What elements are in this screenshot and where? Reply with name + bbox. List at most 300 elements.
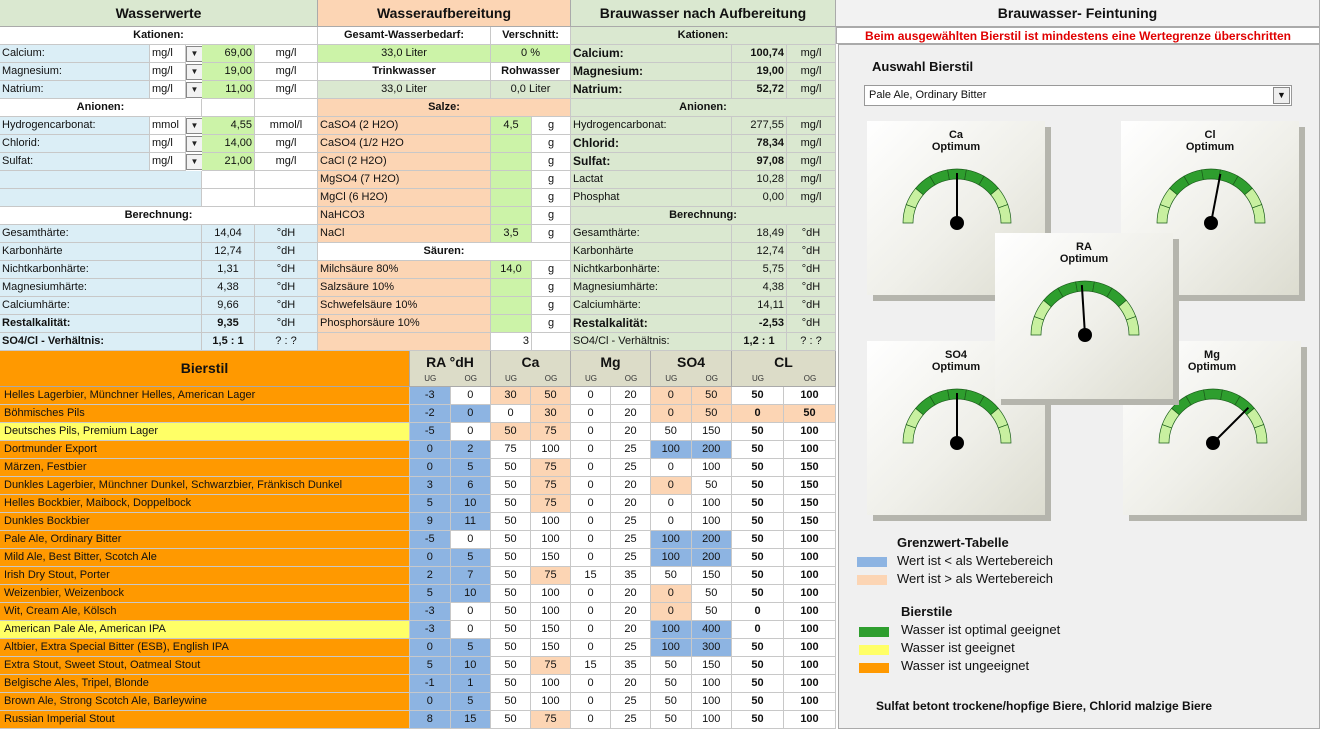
gauge-needle xyxy=(1213,408,1248,443)
r-restalk-value: -2,53 xyxy=(732,315,787,333)
bierstil-row[interactable] xyxy=(0,711,836,729)
ug-value: 75 xyxy=(491,441,531,459)
cation-unit: mg/l xyxy=(255,63,318,81)
og-value: 5 xyxy=(451,549,492,567)
ug-value: -2 xyxy=(410,405,451,423)
og-value: 1 xyxy=(451,675,492,693)
og-value: 30 xyxy=(531,405,571,423)
r-anion-name: Sulfat: xyxy=(571,153,732,171)
bierstil-row[interactable] xyxy=(0,405,836,423)
feintuning-panel xyxy=(838,44,1320,729)
og-label: OG xyxy=(624,374,638,383)
gauge-hub xyxy=(950,436,964,450)
gauge-title: RA xyxy=(1076,241,1092,253)
gauge-segment xyxy=(1076,281,1095,292)
salt-unit: g xyxy=(532,225,571,243)
r-anion-unit: mg/l xyxy=(787,189,836,207)
acid-unit: g xyxy=(532,279,571,297)
salt-unit: g xyxy=(532,171,571,189)
ug-value: 50 xyxy=(732,495,784,513)
og-value: 300 xyxy=(692,639,733,657)
anion-name: Hydrogencarbonat: xyxy=(0,117,150,135)
anion-unit: mmol/l xyxy=(255,117,318,135)
acid-value[interactable] xyxy=(491,279,532,297)
ug-value: 50 xyxy=(651,693,692,711)
r-anion-name: Phosphat xyxy=(571,189,732,207)
bierstil-row[interactable] xyxy=(0,423,836,441)
ug-value: 5 xyxy=(410,585,451,603)
ug-value: 0 xyxy=(571,675,611,693)
salt-value[interactable] xyxy=(491,189,532,207)
bierstil-row[interactable] xyxy=(0,639,836,657)
col-title: RA °dH xyxy=(426,354,474,370)
og-value: 100 xyxy=(784,657,836,675)
og-value: 200 xyxy=(692,441,733,459)
ug-value: 50 xyxy=(491,711,531,729)
og-label: OG xyxy=(544,374,558,383)
chevron-down-icon[interactable]: ▼ xyxy=(186,46,203,62)
bierstil-name: Weizenbier, Weizenbock xyxy=(0,585,410,603)
og-value: 50 xyxy=(692,585,733,603)
cation-value[interactable]: 11,00 xyxy=(202,81,255,99)
salt-name: CaCl (2 H2O) xyxy=(318,153,491,171)
legend-higher: Wert ist > als Wertebereich xyxy=(897,571,1053,586)
gauge-dial xyxy=(1141,161,1281,241)
r-calc-unit: °dH xyxy=(787,279,836,297)
ug-value: 50 xyxy=(491,603,531,621)
ug-value: 50 xyxy=(732,441,784,459)
bierstil-row[interactable] xyxy=(0,387,836,405)
col-header-1 xyxy=(491,351,571,387)
header-wasserwerte: Wasserwerte xyxy=(0,0,318,27)
bierstil-row[interactable] xyxy=(0,441,836,459)
ug-value: 0 xyxy=(651,459,692,477)
og-value: 20 xyxy=(611,603,651,621)
gauge-status: Optimum xyxy=(1187,361,1237,373)
og-value: 50 xyxy=(784,405,836,423)
acid-value[interactable]: 14,0 xyxy=(491,261,532,279)
ug-label: UG xyxy=(665,374,678,383)
bierstil-row[interactable] xyxy=(0,675,836,693)
r-anion-value: 0,00 xyxy=(732,189,787,207)
og-value: 100 xyxy=(531,513,571,531)
footer-note: Sulfat betont trockene/hopfige Biere, Chlorid malzige Biere xyxy=(876,699,1213,713)
og-value: 100 xyxy=(784,531,836,549)
cell xyxy=(0,189,202,207)
ug-value: 0 xyxy=(491,405,531,423)
ug-value: 5 xyxy=(410,495,451,513)
bierstil-name: Belgische Ales, Tripel, Blonde xyxy=(0,675,410,693)
acid-value[interactable] xyxy=(491,315,532,333)
ug-value: 50 xyxy=(732,567,784,585)
og-value: 75 xyxy=(531,495,571,513)
gauge-segment xyxy=(998,205,1011,223)
legend-geeignet: Wasser ist geeignet xyxy=(901,640,1015,655)
restalk-unit: °dH xyxy=(255,315,318,333)
chevron-down-icon[interactable]: ▼ xyxy=(1273,87,1290,104)
og-value: 150 xyxy=(784,477,836,495)
anion-unit-select[interactable]: mg/l xyxy=(150,153,186,171)
chevron-down-icon[interactable]: ▼ xyxy=(186,118,203,134)
r-cation-unit: mg/l xyxy=(787,45,836,63)
salt-unit: g xyxy=(532,153,571,171)
header-feintuning: Brauwasser- Feintuning xyxy=(836,0,1320,27)
og-value: 100 xyxy=(692,513,733,531)
chevron-down-icon[interactable]: ▼ xyxy=(186,136,203,152)
ug-value: 50 xyxy=(491,549,531,567)
salt-value[interactable] xyxy=(491,171,532,189)
calc-unit: °dH xyxy=(255,225,318,243)
ug-value: 50 xyxy=(651,711,692,729)
r-anion-name: Hydrogencarbonat: xyxy=(571,117,732,135)
bierstil-name: Dunkles Lagerbier, Münchner Dunkel, Schwarzbier, Fränkisch Dunkel xyxy=(0,477,410,495)
og-value: 5 xyxy=(451,639,492,657)
bierstil-name: American Pale Ale, American IPA xyxy=(0,621,410,639)
og-value: 10 xyxy=(451,585,492,603)
ug-value: 0 xyxy=(571,585,611,603)
ug-value: 50 xyxy=(732,459,784,477)
ug-label: UG xyxy=(585,374,597,383)
ug-value: 0 xyxy=(651,585,692,603)
og-value: 150 xyxy=(531,621,571,639)
r-calc-unit: °dH xyxy=(787,297,836,315)
og-value: 100 xyxy=(784,441,836,459)
og-value: 20 xyxy=(611,585,651,603)
og-value: 25 xyxy=(611,459,651,477)
bierstil-row[interactable] xyxy=(0,495,836,513)
og-value: 200 xyxy=(692,549,733,567)
ug-value: 0 xyxy=(410,639,451,657)
calc-value: 1,31 xyxy=(202,261,255,279)
ug-value: 9 xyxy=(410,513,451,531)
ug-value: 0 xyxy=(571,477,611,495)
r-calc-name: Gesamthärte: xyxy=(571,225,732,243)
ug-value: 50 xyxy=(732,675,784,693)
og-value: 10 xyxy=(451,495,492,513)
r-cation-value: 52,72 xyxy=(732,81,787,99)
anion-value[interactable]: 4,55 xyxy=(202,117,255,135)
kationen-label: Kationen: xyxy=(0,27,318,45)
bierstil-row[interactable] xyxy=(0,531,836,549)
r-ratio-unit: ? : ? xyxy=(787,333,836,351)
ug-value: 0 xyxy=(571,459,611,477)
r-calc-name: Calciumhärte: xyxy=(571,297,732,315)
ug-value: 15 xyxy=(571,657,611,675)
anion-value[interactable]: 14,00 xyxy=(202,135,255,153)
r-calc-value: 12,74 xyxy=(732,243,787,261)
gauge-title: Mg xyxy=(1204,349,1220,361)
r-calc-value: 18,49 xyxy=(732,225,787,243)
og-value: 150 xyxy=(531,639,571,657)
ug-value: 0 xyxy=(571,423,611,441)
legend-grenzwert-title: Grenzwert-Tabelle xyxy=(897,535,1009,550)
acid-unit: g xyxy=(532,261,571,279)
og-value: 6 xyxy=(451,477,492,495)
og-value: 100 xyxy=(692,711,733,729)
gauge-needle xyxy=(1211,174,1220,223)
gauge-status: Optimum xyxy=(931,361,981,373)
cation-value[interactable]: 19,00 xyxy=(202,63,255,81)
ug-value: 0 xyxy=(571,549,611,567)
bierstil-name: Altbier, Extra Special Bitter (ESB), English IPA xyxy=(0,639,410,657)
bedarf-label: Gesamt-Wasserbedarf: xyxy=(318,27,491,45)
ug-value: 50 xyxy=(651,567,692,585)
ug-value: 100 xyxy=(651,531,692,549)
og-value: 100 xyxy=(784,693,836,711)
salze-label: Salze: xyxy=(318,99,571,117)
og-value: 100 xyxy=(692,693,733,711)
og-value: 0 xyxy=(451,621,492,639)
r-anion-value: 10,28 xyxy=(732,171,787,189)
ug-value: 0 xyxy=(571,441,611,459)
ug-value: 50 xyxy=(732,711,784,729)
og-value: 0 xyxy=(451,531,492,549)
bedarf-value[interactable]: 33,0 Liter xyxy=(318,45,491,63)
ug-value: 0 xyxy=(571,693,611,711)
og-value: 15 xyxy=(451,711,492,729)
salt-name: NaCl xyxy=(318,225,491,243)
col-header-4 xyxy=(732,351,836,387)
ug-value: 50 xyxy=(491,621,531,639)
legend-green-swatch xyxy=(859,627,889,637)
bierstil-row[interactable] xyxy=(0,621,836,639)
gauge-segment xyxy=(998,425,1011,443)
r-anion-value: 277,55 xyxy=(732,117,787,135)
ug-value: 0 xyxy=(651,603,692,621)
ug-value: 0 xyxy=(410,549,451,567)
col-title: CL xyxy=(774,354,793,370)
bierstil-row[interactable] xyxy=(0,657,836,675)
og-value: 75 xyxy=(531,459,571,477)
ug-value: 50 xyxy=(491,657,531,675)
ug-value: 50 xyxy=(732,693,784,711)
bierstil-row[interactable] xyxy=(0,567,836,585)
ug-value: 50 xyxy=(732,585,784,603)
og-value: 100 xyxy=(531,675,571,693)
salt-value[interactable] xyxy=(491,153,532,171)
ug-value: 30 xyxy=(491,387,531,405)
ug-value: 0 xyxy=(651,513,692,531)
bierstil-row[interactable] xyxy=(0,549,836,567)
acid-name: Milchsäure 80% xyxy=(318,261,491,279)
legend-lower: Wert ist < als Wertebereich xyxy=(897,553,1053,568)
r-cation-name: Natrium: xyxy=(571,81,732,99)
anion-unit-select[interactable]: mmol xyxy=(150,117,186,135)
ug-value: 50 xyxy=(651,657,692,675)
og-value: 5 xyxy=(451,459,492,477)
bierstil-row[interactable] xyxy=(0,585,836,603)
og-value: 11 xyxy=(451,513,492,531)
anion-value[interactable]: 21,00 xyxy=(202,153,255,171)
col-header-0 xyxy=(410,351,491,387)
trink-label: Trinkwasser xyxy=(318,63,491,81)
og-value: 150 xyxy=(531,549,571,567)
og-value: 100 xyxy=(784,567,836,585)
anion-name: Chlorid: xyxy=(0,135,150,153)
ug-value: 50 xyxy=(732,549,784,567)
ug-value: -3 xyxy=(410,621,451,639)
og-label: OG xyxy=(705,374,718,383)
bierstil-row[interactable] xyxy=(0,513,836,531)
trink-value: 33,0 Liter xyxy=(318,81,491,99)
bierstil-row[interactable] xyxy=(0,477,836,495)
ug-value: 0 xyxy=(651,405,692,423)
ug-value: 0 xyxy=(571,513,611,531)
ratio-name: SO4/Cl - Verhältnis: xyxy=(0,333,202,351)
og-value: 25 xyxy=(611,441,651,459)
cation-unit: mg/l xyxy=(255,81,318,99)
gauge-title: Ca xyxy=(948,129,964,141)
gauge-segment xyxy=(1126,317,1139,335)
ug-value: 8 xyxy=(410,711,451,729)
salt-unit: g xyxy=(532,189,571,207)
legend-blue-swatch xyxy=(857,557,887,567)
cell xyxy=(202,99,255,117)
og-value: 100 xyxy=(784,549,836,567)
og-value: 5 xyxy=(451,693,492,711)
ug-value: 0 xyxy=(410,459,451,477)
calc-name: Nichtkarbonhärte: xyxy=(0,261,202,279)
ug-value: 3 xyxy=(410,477,451,495)
cation-unit-select[interactable]: mg/l xyxy=(150,81,186,99)
col-header-2 xyxy=(571,351,651,387)
ug-value: 0 xyxy=(571,639,611,657)
r-anion-name: Chlorid: xyxy=(571,135,732,153)
gauge-hub xyxy=(1206,436,1220,450)
chevron-down-icon[interactable]: ▼ xyxy=(186,154,203,170)
og-value: 20 xyxy=(611,495,651,513)
cation-unit-select[interactable]: mg/l xyxy=(150,45,186,63)
r-anion-unit: mg/l xyxy=(787,135,836,153)
r-calc-name: Magnesiumhärte: xyxy=(571,279,732,297)
gauge-status: Optimum xyxy=(1185,141,1235,153)
r-anion-name: Lactat xyxy=(571,171,732,189)
ug-value: 0 xyxy=(571,603,611,621)
ug-value: 0 xyxy=(732,405,784,423)
ug-value: 0 xyxy=(651,495,692,513)
r-calc-unit: °dH xyxy=(787,243,836,261)
bierstil-name: Brown Ale, Strong Scotch Ale, Barleywine xyxy=(0,693,410,711)
salt-value[interactable] xyxy=(491,207,532,225)
gauge-hub xyxy=(1204,216,1218,230)
cation-name: Magnesium: xyxy=(0,63,150,81)
og-value: 100 xyxy=(531,531,571,549)
og-value: 100 xyxy=(784,621,836,639)
ug-value: 0 xyxy=(410,693,451,711)
cation-unit-select[interactable]: mg/l xyxy=(150,63,186,81)
og-value: 25 xyxy=(611,531,651,549)
ug-value: 50 xyxy=(732,531,784,549)
og-value: 50 xyxy=(692,477,733,495)
chevron-down-icon[interactable]: ▼ xyxy=(186,64,203,80)
r-anion-unit: mg/l xyxy=(787,153,836,171)
col-title: Ca xyxy=(521,354,540,370)
bierstil-header: Bierstil xyxy=(0,351,410,387)
bierstil-name: Helles Bockbier, Maibock, Doppelbock xyxy=(0,495,410,513)
ug-value: 0 xyxy=(571,405,611,423)
ug-value: 100 xyxy=(651,639,692,657)
calc-unit: °dH xyxy=(255,279,318,297)
salt-name: MgCl (6 H2O) xyxy=(318,189,491,207)
og-value: 20 xyxy=(611,675,651,693)
og-value: 50 xyxy=(692,387,733,405)
ug-value: 50 xyxy=(732,657,784,675)
og-label: OG xyxy=(464,374,477,383)
anion-unit-select[interactable]: mg/l xyxy=(150,135,186,153)
ug-value: 50 xyxy=(491,675,531,693)
acid-value[interactable] xyxy=(491,297,532,315)
ug-value: -3 xyxy=(410,603,451,621)
og-value: 150 xyxy=(784,495,836,513)
bierstil-row[interactable] xyxy=(0,459,836,477)
ug-value: 50 xyxy=(491,567,531,585)
r-calc-unit: °dH xyxy=(787,225,836,243)
berechnung-label: Berechnung: xyxy=(0,207,318,225)
calc-name: Magnesiumhärte: xyxy=(0,279,202,297)
gauge-status: Optimum xyxy=(1059,253,1109,265)
cell xyxy=(0,171,202,189)
extra-value: 3 xyxy=(491,333,532,351)
roh-value: 0,0 Liter xyxy=(491,81,571,99)
cation-value[interactable]: 69,00 xyxy=(202,45,255,63)
og-value: 0 xyxy=(451,405,492,423)
ug-value: 50 xyxy=(732,387,784,405)
acid-name: Phosphorsäure 10% xyxy=(318,315,491,333)
ratio-value: 1,5 : 1 xyxy=(202,333,255,351)
og-value: 100 xyxy=(784,711,836,729)
salt-value[interactable] xyxy=(491,135,532,153)
ug-value: 50 xyxy=(732,423,784,441)
salt-value[interactable]: 3,5 xyxy=(491,225,532,243)
calc-unit: °dH xyxy=(255,297,318,315)
og-label: OG xyxy=(803,374,817,383)
bierstil-row[interactable] xyxy=(0,693,836,711)
ug-value: 50 xyxy=(732,513,784,531)
calc-name: Karbonhärte xyxy=(0,243,202,261)
legend-dorange-swatch xyxy=(859,663,889,673)
anionen-label: Anionen: xyxy=(0,99,202,117)
col-title: Mg xyxy=(600,354,621,370)
chevron-down-icon[interactable]: ▼ xyxy=(186,82,203,98)
cation-unit: mg/l xyxy=(255,45,318,63)
salt-value[interactable]: 4,5 xyxy=(491,117,532,135)
ug-value: 50 xyxy=(491,585,531,603)
verschnitt-value[interactable]: 0 % xyxy=(491,45,571,63)
og-value: 200 xyxy=(692,531,733,549)
cell xyxy=(255,99,318,117)
salt-unit: g xyxy=(532,135,571,153)
bierstil-name: Extra Stout, Sweet Stout, Oatmeal Stout xyxy=(0,657,410,675)
og-value: 20 xyxy=(611,423,651,441)
og-value: 150 xyxy=(784,459,836,477)
legend-yellow-swatch xyxy=(859,645,889,655)
bierstil-row[interactable] xyxy=(0,603,836,621)
og-value: 150 xyxy=(692,423,733,441)
og-value: 0 xyxy=(451,387,492,405)
header-aufbereitung: Wasseraufbereitung xyxy=(318,0,571,27)
bierstil-select-value: Pale Ale, Ordinary Bitter xyxy=(869,89,987,101)
bierstil-name: Irish Dry Stout, Porter xyxy=(0,567,410,585)
calc-value: 9,66 xyxy=(202,297,255,315)
gauge-segment xyxy=(1254,425,1267,443)
og-value: 100 xyxy=(692,675,733,693)
r-cation-value: 100,74 xyxy=(732,45,787,63)
bierstil-name: Dunkles Bockbier xyxy=(0,513,410,531)
legend-bierstile-title: Bierstile xyxy=(901,604,953,619)
bierstil-select[interactable] xyxy=(864,85,1292,106)
og-value: 25 xyxy=(611,639,651,657)
og-value: 100 xyxy=(531,603,571,621)
